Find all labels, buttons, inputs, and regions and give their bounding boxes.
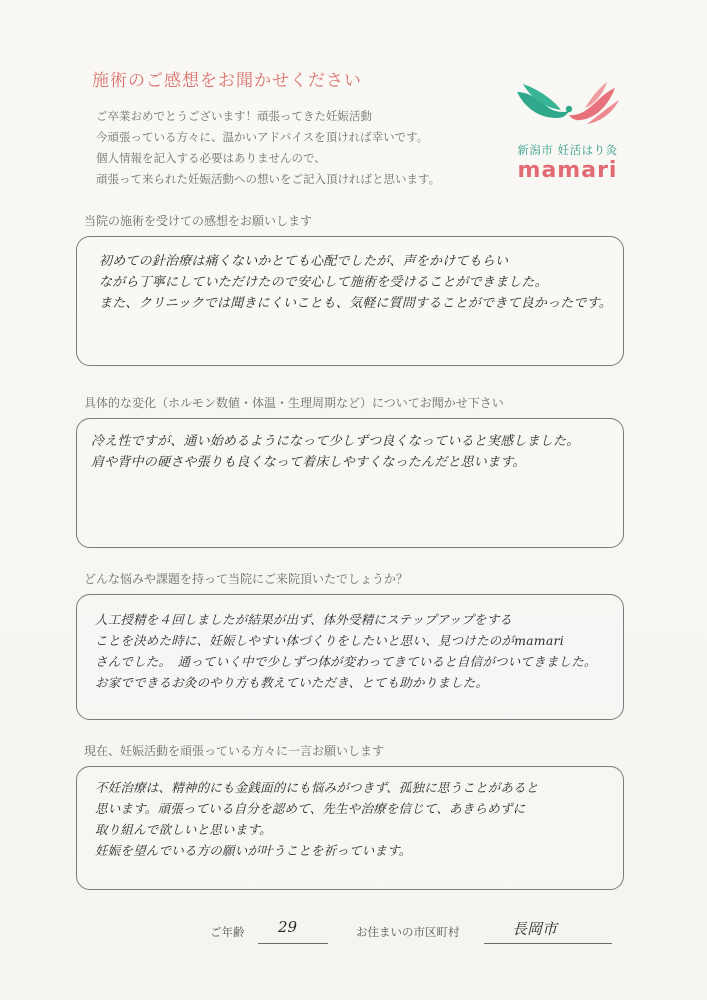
answer-line: 不妊治療は、精神的にも金銭面的にも悩みがつきず、孤独に思うことがあると xyxy=(95,780,539,795)
answer-line: ながら丁寧にしていただけたので安心して施術を受けることができました。 xyxy=(99,275,548,290)
answer-2-text xyxy=(91,431,579,473)
question-1-label: 当院の施術を受けての感想をお願いします xyxy=(84,214,313,228)
two-birds-icon xyxy=(511,78,623,140)
answer-line: また、クリニックでは聞きにくいことも、気軽に質問することができて良かったです。 xyxy=(99,296,612,311)
answer-line: 妊娠を望んでいる方の願いが叶うことを祈っています。 xyxy=(95,843,412,858)
answer-box-2 xyxy=(76,418,624,548)
answer-line: ことを決めた時に、妊娠しやすい体づくりをしたいと思い、見つけたのがmamari xyxy=(95,633,564,648)
logo-brand: mamari xyxy=(517,158,618,183)
logo-city-text: 新潟市 妊活はり灸 xyxy=(517,143,618,157)
intro-line: 個人情報を記入する必要はありませんので、 xyxy=(96,151,326,165)
mamari-logo xyxy=(505,78,630,198)
question-2-label: 具体的な変化（ホルモン数値・体温・生理周期など）についてお聞かせ下さい xyxy=(84,396,504,410)
answer-line: 初めての針治療は痛くないかとても心配でしたが、声をかけてもらい xyxy=(99,254,509,269)
city-value: 長岡市 xyxy=(512,920,558,938)
question-4-label: 現在、妊娠活動を頑張っている方々に一言お願いします xyxy=(84,744,385,758)
answer-box-1 xyxy=(76,236,624,366)
answer-line: さんでした。 通っていく中で少しずつ体が変わってきていると自信がついてきました。 xyxy=(95,654,597,669)
answer-4-text xyxy=(95,777,539,861)
age-underline xyxy=(258,943,328,944)
answer-line: お家でできるお灸のやり方も教えていただき、とても助かりました。 xyxy=(95,675,489,690)
answer-1-text xyxy=(99,251,612,314)
answer-line: 思います。頑張っている自分を認めて、先生や治療を信じて、あきらめずに xyxy=(95,801,526,816)
intro-line: 頑張って来られた妊娠活動への想いをご記入頂ければと思います。 xyxy=(96,172,441,186)
answer-line: 冷え性ですが、通い始めるようになって少しずつ良くなっていると実感しました。 xyxy=(91,434,580,449)
answer-box-3 xyxy=(76,594,624,720)
answer-line: 人工授精を４回しましたが結果が出ず、体外受精にステップアップをする xyxy=(95,612,512,627)
intro-line: ご卒業おめでとうございます！頑張ってきた妊娠活動 xyxy=(96,109,372,123)
age-label: ご年齢 xyxy=(210,925,245,939)
answer-line: 取り組んで欲しいと思います。 xyxy=(95,822,272,837)
intro-line: 今頑張っている方々に、温かいアドバイスを頂ければ幸いです。 xyxy=(96,130,429,144)
page-title: 施術のご感想をお聞かせください xyxy=(92,71,362,91)
question-3-label: どんな悩みや課題を持って当院にご来院頂いたでしょうか？ xyxy=(84,572,409,586)
answer-box-4 xyxy=(76,766,624,890)
intro-text xyxy=(96,106,516,190)
city-underline xyxy=(484,943,612,944)
answer-line: 肩や背中の硬さや張りも良くなって着床しやすくなったんだと思います。 xyxy=(91,455,526,470)
answer-3-text xyxy=(95,609,597,693)
age-value: 29 xyxy=(278,918,298,936)
city-label: お住まいの市区町村 xyxy=(356,925,460,939)
